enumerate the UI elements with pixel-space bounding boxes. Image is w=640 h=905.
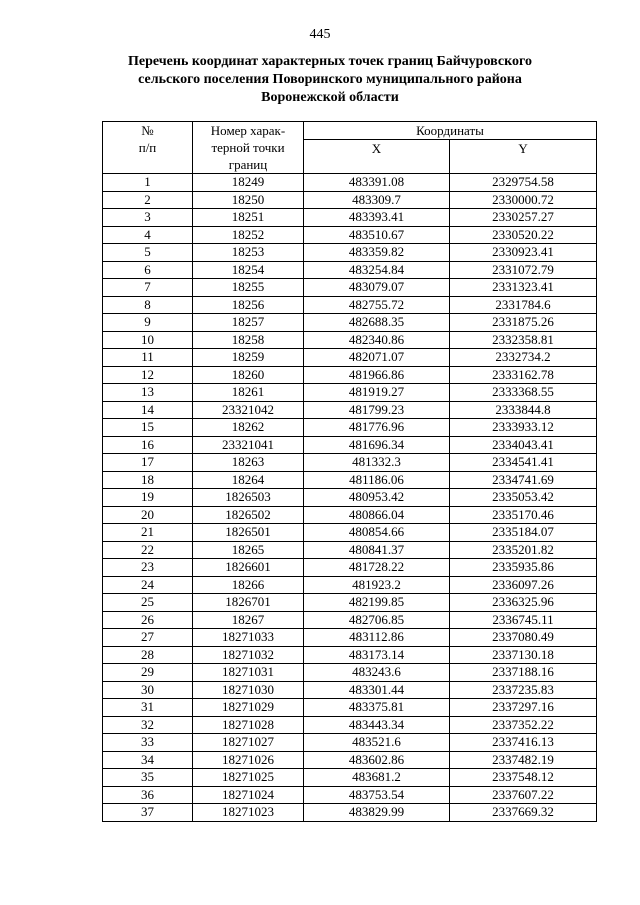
table-row bbox=[103, 699, 597, 717]
cell-y: 2335935.86 bbox=[450, 559, 597, 577]
cell-point-number: 18250 bbox=[193, 191, 304, 209]
cell-y: 2334541.41 bbox=[450, 454, 597, 472]
cell-row-number: 21 bbox=[103, 524, 193, 542]
page-number: 445 bbox=[309, 27, 331, 42]
cell-row-number: 3 bbox=[103, 209, 193, 227]
cell-y: 2337482.19 bbox=[450, 751, 597, 769]
cell-point-number: 18252 bbox=[193, 226, 304, 244]
table-row bbox=[103, 489, 597, 507]
cell-x: 483359.82 bbox=[304, 244, 450, 262]
cell-y: 2332734.2 bbox=[450, 349, 597, 367]
cell-y: 2336745.11 bbox=[450, 611, 597, 629]
cell-x: 483173.14 bbox=[304, 646, 450, 664]
cell-row-number: 28 bbox=[103, 646, 193, 664]
cell-row-number: 1 bbox=[103, 174, 193, 192]
header-point-line2: терной точки bbox=[211, 140, 285, 155]
cell-y: 2330923.41 bbox=[450, 244, 597, 262]
cell-y: 2337297.16 bbox=[450, 699, 597, 717]
cell-row-number: 17 bbox=[103, 454, 193, 472]
cell-y: 2335053.42 bbox=[450, 489, 597, 507]
table-row bbox=[103, 524, 597, 542]
cell-x: 482688.35 bbox=[304, 314, 450, 332]
cell-row-number: 13 bbox=[103, 384, 193, 402]
cell-y: 2333844.8 bbox=[450, 401, 597, 419]
header-point-line1: Номер харак- bbox=[210, 123, 286, 138]
cell-point-number: 18264 bbox=[193, 471, 304, 489]
cell-row-number: 2 bbox=[103, 191, 193, 209]
header-x: X bbox=[304, 140, 450, 174]
cell-x: 481776.96 bbox=[304, 419, 450, 437]
cell-x: 481696.34 bbox=[304, 436, 450, 454]
cell-point-number: 1826502 bbox=[193, 506, 304, 524]
table-row bbox=[103, 331, 597, 349]
cell-point-number: 18260 bbox=[193, 366, 304, 384]
cell-y: 2330000.72 bbox=[450, 191, 597, 209]
cell-row-number: 9 bbox=[103, 314, 193, 332]
cell-y: 2335201.82 bbox=[450, 541, 597, 559]
cell-y: 2337352.22 bbox=[450, 716, 597, 734]
cell-point-number: 18249 bbox=[193, 174, 304, 192]
cell-x: 483391.08 bbox=[304, 174, 450, 192]
cell-x: 483829.99 bbox=[304, 804, 450, 822]
table-row bbox=[103, 279, 597, 297]
cell-x: 483443.34 bbox=[304, 716, 450, 734]
cell-point-number: 18266 bbox=[193, 576, 304, 594]
table-row bbox=[103, 226, 597, 244]
cell-row-number: 27 bbox=[103, 629, 193, 647]
cell-x: 483309.7 bbox=[304, 191, 450, 209]
cell-x: 481923.2 bbox=[304, 576, 450, 594]
cell-y: 2337235.83 bbox=[450, 681, 597, 699]
table-row bbox=[103, 681, 597, 699]
cell-point-number: 18253 bbox=[193, 244, 304, 262]
table-row bbox=[103, 314, 597, 332]
cell-y: 2331875.26 bbox=[450, 314, 597, 332]
cell-x: 483079.07 bbox=[304, 279, 450, 297]
cell-x: 483375.81 bbox=[304, 699, 450, 717]
cell-point-number: 18271025 bbox=[193, 769, 304, 787]
cell-x: 482340.86 bbox=[304, 331, 450, 349]
cell-row-number: 20 bbox=[103, 506, 193, 524]
cell-x: 483753.54 bbox=[304, 786, 450, 804]
cell-row-number: 34 bbox=[103, 751, 193, 769]
table-row bbox=[103, 296, 597, 314]
table-row bbox=[103, 471, 597, 489]
cell-x: 483301.44 bbox=[304, 681, 450, 699]
cell-row-number: 36 bbox=[103, 786, 193, 804]
cell-point-number: 1826601 bbox=[193, 559, 304, 577]
cell-x: 483243.6 bbox=[304, 664, 450, 682]
cell-row-number: 30 bbox=[103, 681, 193, 699]
header-num-line1: № bbox=[141, 123, 154, 138]
cell-row-number: 5 bbox=[103, 244, 193, 262]
cell-row-number: 22 bbox=[103, 541, 193, 559]
cell-x: 483254.84 bbox=[304, 261, 450, 279]
cell-row-number: 7 bbox=[103, 279, 193, 297]
cell-point-number: 18263 bbox=[193, 454, 304, 472]
cell-row-number: 23 bbox=[103, 559, 193, 577]
cell-point-number: 18258 bbox=[193, 331, 304, 349]
cell-x: 481966.86 bbox=[304, 366, 450, 384]
cell-x: 482706.85 bbox=[304, 611, 450, 629]
cell-point-number: 18271027 bbox=[193, 734, 304, 752]
cell-x: 480841.37 bbox=[304, 541, 450, 559]
table-row bbox=[103, 559, 597, 577]
cell-point-number: 18271029 bbox=[193, 699, 304, 717]
table-row bbox=[103, 419, 597, 437]
table-row bbox=[103, 664, 597, 682]
header-point-number bbox=[193, 122, 304, 174]
cell-row-number: 16 bbox=[103, 436, 193, 454]
cell-y: 2332358.81 bbox=[450, 331, 597, 349]
cell-y: 2330520.22 bbox=[450, 226, 597, 244]
cell-row-number: 6 bbox=[103, 261, 193, 279]
cell-row-number: 15 bbox=[103, 419, 193, 437]
cell-y: 2331784.6 bbox=[450, 296, 597, 314]
cell-row-number: 18 bbox=[103, 471, 193, 489]
cell-x: 480866.04 bbox=[304, 506, 450, 524]
cell-row-number: 4 bbox=[103, 226, 193, 244]
cell-y: 2335170.46 bbox=[450, 506, 597, 524]
table-body bbox=[103, 174, 597, 822]
cell-y: 2333368.55 bbox=[450, 384, 597, 402]
table-row bbox=[103, 629, 597, 647]
cell-point-number: 18257 bbox=[193, 314, 304, 332]
table-row bbox=[103, 506, 597, 524]
table-header bbox=[103, 122, 597, 174]
cell-point-number: 18251 bbox=[193, 209, 304, 227]
cell-y: 2337607.22 bbox=[450, 786, 597, 804]
table-row bbox=[103, 174, 597, 192]
cell-point-number: 18256 bbox=[193, 296, 304, 314]
cell-point-number: 18271023 bbox=[193, 804, 304, 822]
cell-row-number: 35 bbox=[103, 769, 193, 787]
cell-point-number: 18271028 bbox=[193, 716, 304, 734]
table-row bbox=[103, 261, 597, 279]
cell-x: 483112.86 bbox=[304, 629, 450, 647]
table-row bbox=[103, 751, 597, 769]
table-row bbox=[103, 769, 597, 787]
document-title bbox=[110, 53, 550, 107]
cell-y: 2336097.26 bbox=[450, 576, 597, 594]
table-row bbox=[103, 611, 597, 629]
cell-y: 2331072.79 bbox=[450, 261, 597, 279]
cell-row-number: 33 bbox=[103, 734, 193, 752]
table-row bbox=[103, 734, 597, 752]
cell-point-number: 18254 bbox=[193, 261, 304, 279]
cell-y: 2337188.16 bbox=[450, 664, 597, 682]
header-row-number bbox=[103, 122, 193, 174]
cell-row-number: 10 bbox=[103, 331, 193, 349]
cell-row-number: 26 bbox=[103, 611, 193, 629]
table-row bbox=[103, 786, 597, 804]
cell-y: 2337080.49 bbox=[450, 629, 597, 647]
table-row bbox=[103, 209, 597, 227]
cell-point-number: 23321041 bbox=[193, 436, 304, 454]
cell-row-number: 32 bbox=[103, 716, 193, 734]
table-row bbox=[103, 436, 597, 454]
cell-point-number: 1826503 bbox=[193, 489, 304, 507]
cell-point-number: 18265 bbox=[193, 541, 304, 559]
cell-row-number: 24 bbox=[103, 576, 193, 594]
cell-x: 482199.85 bbox=[304, 594, 450, 612]
title-line-2: сельского поселения Поворинского муниципального района bbox=[138, 72, 522, 87]
title-line-1: Перечень координат характерных точек границ Байчуровского bbox=[128, 54, 532, 69]
cell-x: 481186.06 bbox=[304, 471, 450, 489]
cell-y: 2336325.96 bbox=[450, 594, 597, 612]
cell-point-number: 18271031 bbox=[193, 664, 304, 682]
cell-y: 2337130.18 bbox=[450, 646, 597, 664]
table-row bbox=[103, 349, 597, 367]
cell-point-number: 18261 bbox=[193, 384, 304, 402]
cell-row-number: 11 bbox=[103, 349, 193, 367]
header-num-line2: п/п bbox=[138, 140, 157, 155]
cell-y: 2330257.27 bbox=[450, 209, 597, 227]
table-row bbox=[103, 366, 597, 384]
cell-row-number: 14 bbox=[103, 401, 193, 419]
cell-y: 2337548.12 bbox=[450, 769, 597, 787]
cell-row-number: 12 bbox=[103, 366, 193, 384]
cell-point-number: 1826501 bbox=[193, 524, 304, 542]
cell-x: 481799.23 bbox=[304, 401, 450, 419]
cell-point-number: 18267 bbox=[193, 611, 304, 629]
cell-point-number: 1826701 bbox=[193, 594, 304, 612]
table-row bbox=[103, 244, 597, 262]
cell-y: 2329754.58 bbox=[450, 174, 597, 192]
cell-x: 480854.66 bbox=[304, 524, 450, 542]
coordinates-table bbox=[102, 121, 597, 822]
cell-row-number: 31 bbox=[103, 699, 193, 717]
cell-y: 2335184.07 bbox=[450, 524, 597, 542]
table-row bbox=[103, 401, 597, 419]
table-row bbox=[103, 646, 597, 664]
table-row bbox=[103, 191, 597, 209]
table-row bbox=[103, 541, 597, 559]
cell-point-number: 18262 bbox=[193, 419, 304, 437]
table-row bbox=[103, 454, 597, 472]
cell-x: 483510.67 bbox=[304, 226, 450, 244]
table-row bbox=[103, 804, 597, 822]
cell-x: 482071.07 bbox=[304, 349, 450, 367]
cell-y: 2337416.13 bbox=[450, 734, 597, 752]
cell-row-number: 25 bbox=[103, 594, 193, 612]
cell-x: 483681.2 bbox=[304, 769, 450, 787]
cell-x: 483521.6 bbox=[304, 734, 450, 752]
cell-x: 481919.27 bbox=[304, 384, 450, 402]
cell-y: 2337669.32 bbox=[450, 804, 597, 822]
table-row bbox=[103, 384, 597, 402]
cell-point-number: 18271030 bbox=[193, 681, 304, 699]
cell-x: 480953.42 bbox=[304, 489, 450, 507]
cell-point-number: 18271026 bbox=[193, 751, 304, 769]
cell-point-number: 18271024 bbox=[193, 786, 304, 804]
cell-y: 2331323.41 bbox=[450, 279, 597, 297]
cell-point-number: 18259 bbox=[193, 349, 304, 367]
cell-y: 2334043.41 bbox=[450, 436, 597, 454]
cell-x: 483393.41 bbox=[304, 209, 450, 227]
cell-row-number: 29 bbox=[103, 664, 193, 682]
cell-x: 481332.3 bbox=[304, 454, 450, 472]
cell-y: 2333933.12 bbox=[450, 419, 597, 437]
cell-x: 483602.86 bbox=[304, 751, 450, 769]
header-point-line3: границ bbox=[228, 157, 268, 172]
cell-point-number: 18271032 bbox=[193, 646, 304, 664]
cell-y: 2334741.69 bbox=[450, 471, 597, 489]
cell-row-number: 37 bbox=[103, 804, 193, 822]
cell-x: 481728.22 bbox=[304, 559, 450, 577]
cell-x: 482755.72 bbox=[304, 296, 450, 314]
header-coordinates: Координаты bbox=[304, 122, 597, 140]
cell-point-number: 18255 bbox=[193, 279, 304, 297]
cell-row-number: 19 bbox=[103, 489, 193, 507]
cell-y: 2333162.78 bbox=[450, 366, 597, 384]
cell-row-number: 8 bbox=[103, 296, 193, 314]
header-y: Y bbox=[450, 140, 597, 174]
table-row bbox=[103, 716, 597, 734]
title-line-3: Воронежской области bbox=[261, 90, 399, 105]
table-row bbox=[103, 576, 597, 594]
cell-point-number: 23321042 bbox=[193, 401, 304, 419]
cell-point-number: 18271033 bbox=[193, 629, 304, 647]
table-row bbox=[103, 594, 597, 612]
